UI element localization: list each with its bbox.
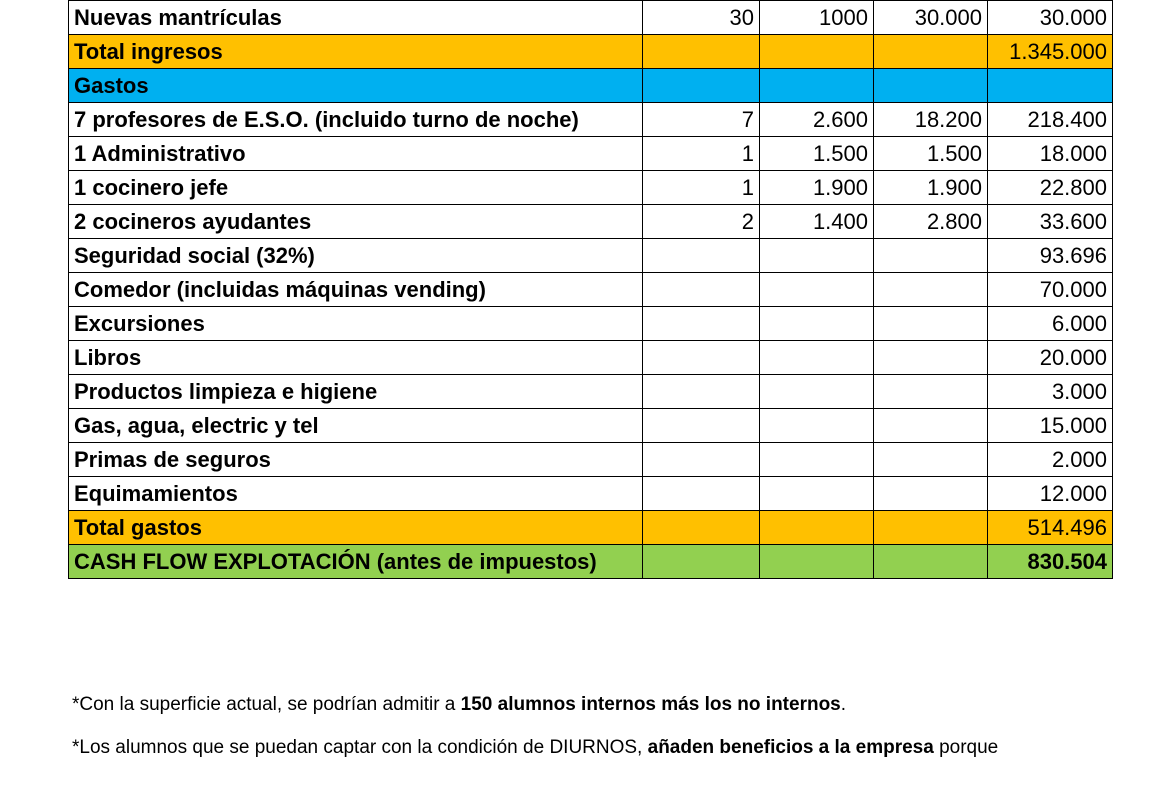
cell-quantity [643, 375, 760, 409]
cell-unit-amount [760, 409, 874, 443]
table-row [69, 409, 1113, 443]
table-row [69, 477, 1113, 511]
cell-monthly-amount [874, 511, 988, 545]
table-row [69, 103, 1113, 137]
cell-quantity [643, 239, 760, 273]
note-day-students-prefix: *Los alumnos que se puedan captar con la condición de DIURNOS, [72, 737, 648, 758]
cell-unit-amount: 2.600 [760, 103, 874, 137]
row-label: Primas de seguros [69, 443, 643, 477]
row-label: 2 cocineros ayudantes [69, 205, 643, 239]
cell-monthly-amount [874, 69, 988, 103]
cell-quantity [643, 443, 760, 477]
cell-unit-amount [760, 273, 874, 307]
table-row [69, 511, 1113, 545]
note-capacity-prefix: *Con la superficie actual, se podrían admitir a [72, 694, 461, 715]
table-row [69, 1, 1113, 35]
cell-quantity [643, 341, 760, 375]
cell-quantity [643, 69, 760, 103]
row-label: Total ingresos [69, 35, 643, 69]
cell-monthly-amount: 18.200 [874, 103, 988, 137]
cell-annual-total: 30.000 [988, 1, 1113, 35]
row-label: 1 cocinero jefe [69, 171, 643, 205]
row-label: Seguridad social (32%) [69, 239, 643, 273]
cell-quantity [643, 545, 760, 579]
cell-monthly-amount [874, 341, 988, 375]
cell-annual-total [988, 69, 1113, 103]
cell-annual-total: 3.000 [988, 375, 1113, 409]
cell-monthly-amount [874, 35, 988, 69]
cell-quantity: 1 [643, 171, 760, 205]
cell-monthly-amount [874, 307, 988, 341]
cell-annual-total: 12.000 [988, 477, 1113, 511]
cell-monthly-amount [874, 273, 988, 307]
cell-monthly-amount: 2.800 [874, 205, 988, 239]
cell-annual-total: 2.000 [988, 443, 1113, 477]
note-capacity [72, 692, 1132, 718]
table-row [69, 137, 1113, 171]
row-label: Excursiones [69, 307, 643, 341]
cell-quantity: 30 [643, 1, 760, 35]
row-label: Equimamientos [69, 477, 643, 511]
cell-annual-total: 70.000 [988, 273, 1113, 307]
cell-unit-amount [760, 69, 874, 103]
table-row [69, 171, 1113, 205]
cell-monthly-amount [874, 375, 988, 409]
cell-monthly-amount [874, 239, 988, 273]
cell-monthly-amount [874, 443, 988, 477]
cell-annual-total: 830.504 [988, 545, 1113, 579]
cell-annual-total: 6.000 [988, 307, 1113, 341]
cell-unit-amount: 1.500 [760, 137, 874, 171]
cell-unit-amount [760, 477, 874, 511]
row-label: 1 Administrativo [69, 137, 643, 171]
table-row [69, 35, 1113, 69]
cell-quantity: 2 [643, 205, 760, 239]
row-label: Total gastos [69, 511, 643, 545]
cell-unit-amount: 1000 [760, 1, 874, 35]
cell-quantity: 7 [643, 103, 760, 137]
table-row [69, 443, 1113, 477]
cell-unit-amount [760, 239, 874, 273]
cell-quantity [643, 307, 760, 341]
row-label: Nuevas mantrículas [69, 1, 643, 35]
row-label: Gas, agua, electric y tel [69, 409, 643, 443]
cell-annual-total: 218.400 [988, 103, 1113, 137]
row-label: Gastos [69, 69, 643, 103]
cell-unit-amount [760, 443, 874, 477]
cell-monthly-amount [874, 409, 988, 443]
row-label: 7 profesores de E.S.O. (incluido turno de noche) [69, 103, 643, 137]
cell-unit-amount [760, 35, 874, 69]
table-row [69, 307, 1113, 341]
cell-unit-amount [760, 307, 874, 341]
note-day-students-suffix: porque [933, 737, 999, 758]
cell-unit-amount [760, 341, 874, 375]
cell-quantity [643, 477, 760, 511]
cell-annual-total: 514.496 [988, 511, 1113, 545]
table-row [69, 69, 1113, 103]
notes [72, 692, 1132, 778]
cell-quantity [643, 273, 760, 307]
cell-annual-total: 15.000 [988, 409, 1113, 443]
row-label: CASH FLOW EXPLOTACIÓN (antes de impuestos) [69, 545, 643, 579]
cell-quantity [643, 511, 760, 545]
budget-table [68, 0, 1113, 579]
note-day-students-bold: añaden beneficios a la empresa [647, 737, 934, 758]
cell-annual-total: 18.000 [988, 137, 1113, 171]
cell-annual-total: 93.696 [988, 239, 1113, 273]
cell-monthly-amount: 1.900 [874, 171, 988, 205]
note-capacity-bold: 150 alumnos internos más los no internos [460, 694, 841, 715]
table-row [69, 341, 1113, 375]
cell-annual-total: 22.800 [988, 171, 1113, 205]
table-row [69, 205, 1113, 239]
cell-quantity [643, 409, 760, 443]
cell-unit-amount: 1.400 [760, 205, 874, 239]
note-capacity-suffix: . [840, 694, 847, 715]
row-label: Productos limpieza e higiene [69, 375, 643, 409]
cell-unit-amount [760, 545, 874, 579]
cell-unit-amount [760, 511, 874, 545]
row-label: Libros [69, 341, 643, 375]
budget-table-body [69, 1, 1113, 579]
cell-annual-total: 33.600 [988, 205, 1113, 239]
table-row [69, 545, 1113, 579]
cell-quantity [643, 35, 760, 69]
table-row [69, 239, 1113, 273]
cell-annual-total: 1.345.000 [988, 35, 1113, 69]
cell-unit-amount [760, 375, 874, 409]
note-day-students [72, 735, 1132, 761]
table-row [69, 375, 1113, 409]
table-row [69, 273, 1113, 307]
cell-monthly-amount [874, 477, 988, 511]
cell-unit-amount: 1.900 [760, 171, 874, 205]
cell-monthly-amount: 30.000 [874, 1, 988, 35]
row-label: Comedor (incluidas máquinas vending) [69, 273, 643, 307]
cell-monthly-amount: 1.500 [874, 137, 988, 171]
cell-monthly-amount [874, 545, 988, 579]
cell-quantity: 1 [643, 137, 760, 171]
cell-annual-total: 20.000 [988, 341, 1113, 375]
